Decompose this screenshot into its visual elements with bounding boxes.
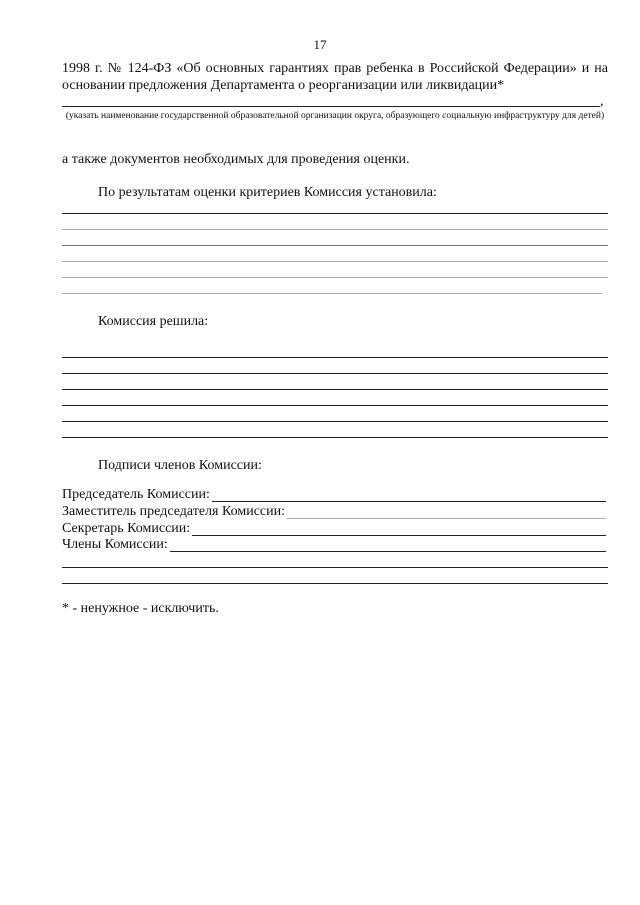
- results-line[interactable]: [62, 245, 608, 246]
- members-label: Члены Комиссии:: [62, 537, 168, 552]
- results-line[interactable]: [62, 261, 608, 262]
- results-line[interactable]: [62, 213, 608, 214]
- decision-line[interactable]: [62, 437, 608, 438]
- secretary-label: Секретарь Комиссии:: [62, 521, 191, 536]
- page-number: 17: [313, 37, 327, 52]
- results-line[interactable]: [62, 277, 608, 278]
- chair-label: Председатель Комиссии:: [62, 487, 210, 502]
- results-heading: По результатам оценки критериев Комиссия установила:: [98, 185, 437, 200]
- decision-line[interactable]: [62, 357, 608, 358]
- decision-line[interactable]: [62, 389, 608, 390]
- members-extra-line[interactable]: [62, 583, 608, 584]
- decision-line[interactable]: [62, 373, 608, 374]
- deputy-label: Заместитель председателя Комиссии:: [62, 504, 285, 519]
- decision-line[interactable]: [62, 405, 608, 406]
- intro-comma: ,: [600, 94, 604, 109]
- organization-hint: (указать наименование государственной образовательной организации округа, образующего социальную инфраструктуру для детей): [65, 111, 605, 121]
- intro-paragraph: 1998 г. № 124-ФЗ «Об основных гарантиях прав ребенка в Российской Федерации» и на основании предложения Департамента о реорганизации или ликвидации*: [62, 61, 608, 93]
- documents-line: а также документов необходимых для проведения оценки.: [62, 152, 410, 167]
- organization-name-line[interactable]: [62, 106, 600, 107]
- decision-heading: Комиссия решила:: [98, 314, 209, 329]
- results-line[interactable]: [62, 293, 602, 294]
- members-extra-line[interactable]: [62, 567, 608, 568]
- results-line[interactable]: [62, 229, 608, 230]
- footnote: * - ненужное - исключить.: [62, 601, 219, 616]
- decision-line[interactable]: [62, 421, 608, 422]
- signatures-heading: Подписи членов Комиссии:: [98, 458, 262, 473]
